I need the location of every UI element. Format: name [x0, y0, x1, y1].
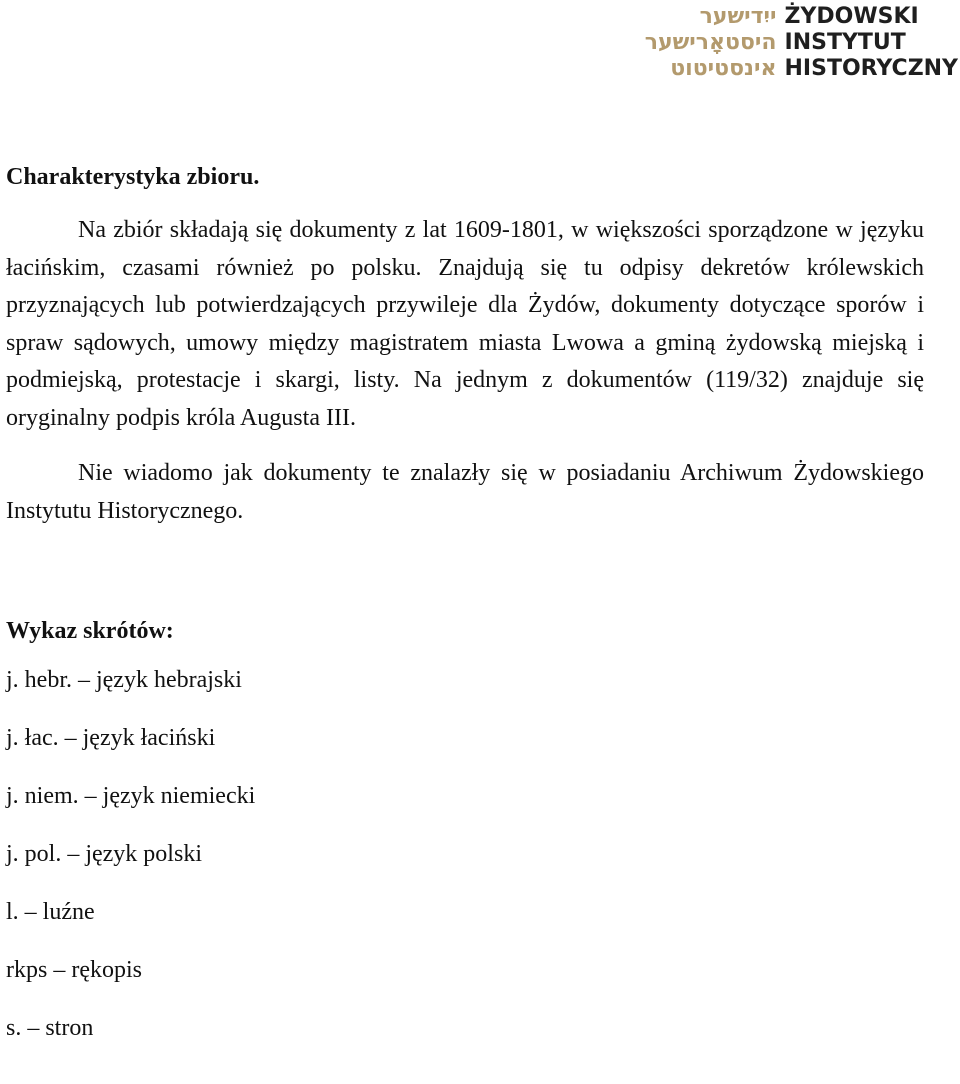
- abbreviation-item: j. łac. – język łaciński: [6, 725, 216, 751]
- document-body: [6, 158, 924, 1068]
- abbreviation-item: j. hebr. – język hebrajski: [6, 667, 242, 693]
- logo-latin-line-3: HISTORYCZNY: [784, 56, 958, 81]
- logo-hebrew-line-2: היסטאָרישער: [644, 30, 777, 55]
- logo-hebrew-text: [645, 4, 777, 82]
- characteristics-paragraph-1: Na zbiór składają się dokumenty z lat 1609-1801, w większości sporządzone w języku łacińskim, czasami również po polsku. Znajdują się tu odpisy dekretów królewskich przyznających lub potwierdzających przywileje dla Żydów, dokumenty dotyczące sporów i spraw sądowych, umowy między magistratem miasta Lwowa a gminą żydowską miejską i podmiejską, protestacje i skargi, listy. Na jednym z dokumentów (119/32) znajduje się oryginalny podpis króla Augusta III.: [6, 217, 924, 431]
- logo-latin-line-1: ŻYDOWSKI: [784, 4, 919, 29]
- abbreviation-item: j. pol. – język polski: [6, 841, 202, 867]
- institute-logo: [645, 4, 958, 82]
- logo-latin-line-2: INSTYTUT: [784, 30, 906, 55]
- abbreviation-item: s. – stron: [6, 1015, 94, 1041]
- section-heading-characteristics: Charakterystyka zbioru.: [6, 164, 260, 190]
- characteristics-paragraph-2: Nie wiadomo jak dokumenty te znalazły się w posiadaniu Archiwum Żydowskiego Instytutu Historycznego.: [6, 460, 924, 524]
- abbreviation-item: l. – luźne: [6, 899, 95, 925]
- abbreviation-item: j. niem. – język niemiecki: [6, 783, 256, 809]
- section-heading-abbreviations: Wykaz skrótów:: [6, 618, 174, 644]
- logo-hebrew-line-1: ייִדישער: [699, 4, 777, 29]
- abbreviation-item: rkps – rękopis: [6, 957, 142, 983]
- logo-hebrew-line-3: אינסטיטוט: [670, 56, 777, 81]
- abbreviations-list: [6, 662, 924, 1047]
- logo-latin-text: [785, 4, 958, 82]
